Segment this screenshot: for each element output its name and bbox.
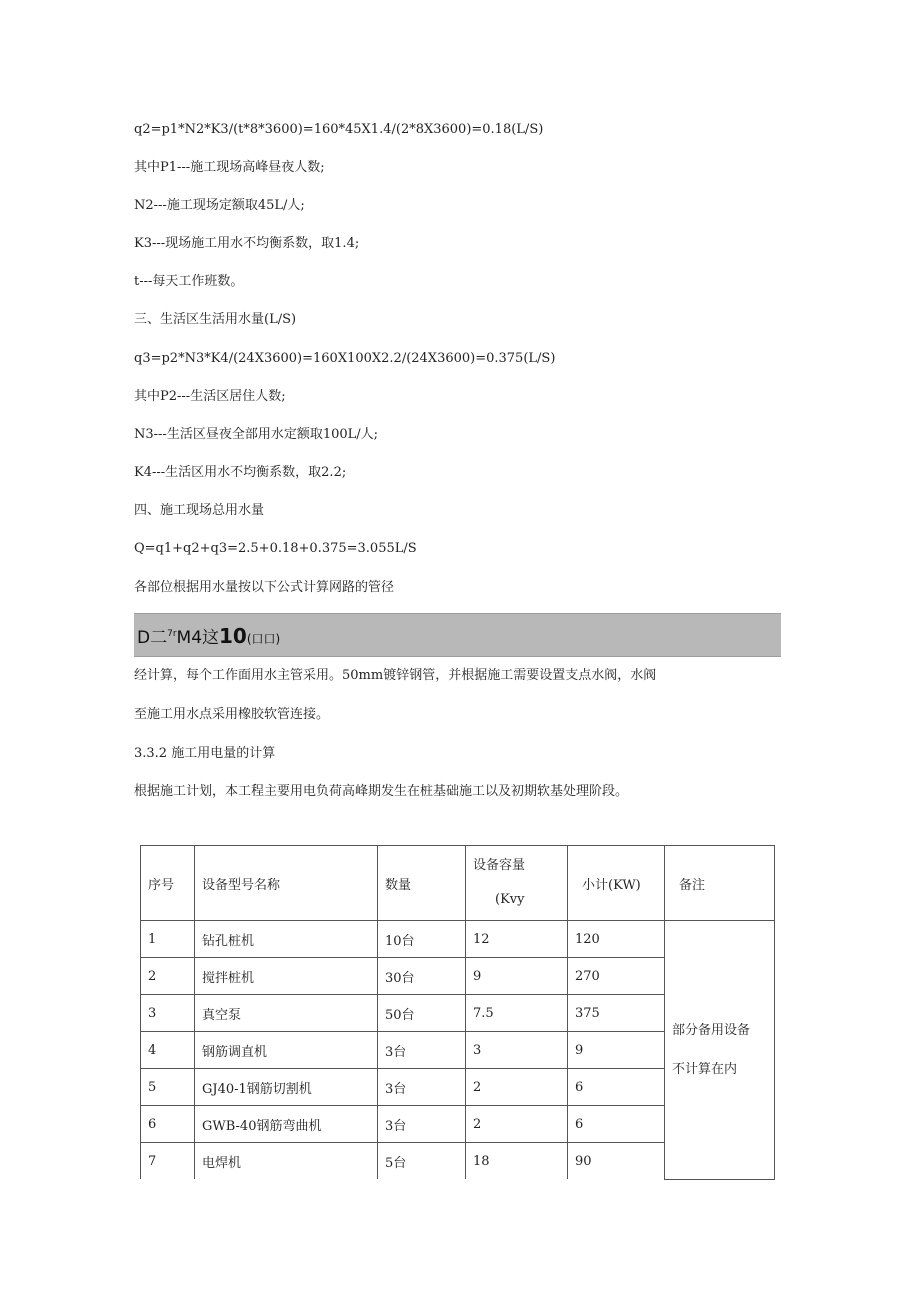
header-subtotal: 小计(KW)	[568, 846, 665, 921]
formula-number: 10	[219, 624, 247, 648]
equipment-table	[140, 845, 775, 1180]
header-qty: 数量	[378, 846, 466, 921]
header-capacity	[466, 846, 568, 921]
cell-subtotal: 6	[568, 1069, 665, 1106]
cell-capacity: 7.5	[466, 995, 568, 1032]
formula-q3: q3=p2*N3*K4/(24X3600)=160X100X2.2/(24X3600)=0.375(L/S)	[134, 351, 556, 366]
definition-k3: K3---现场施工用水不均衡系数，取1.4;	[134, 236, 360, 251]
cell-no: 3	[141, 995, 195, 1032]
header-name: 设备型号名称	[195, 846, 378, 921]
definition-k4: K4---生活区用水不均衡系数，取2.2;	[134, 465, 347, 480]
cell-name: 真空泵	[195, 995, 378, 1032]
cell-name: 搅拌桩机	[195, 958, 378, 995]
cell-capacity: 12	[466, 921, 568, 958]
power-intro: 根据施工计划，本工程主要用电负荷高峰期发生在桩基础施工以及初期软基处理阶段。	[134, 784, 629, 799]
cell-no: 2	[141, 958, 195, 995]
cell-capacity: 9	[466, 958, 568, 995]
cell-name: GWB-40钢筋弯曲机	[195, 1106, 378, 1143]
cell-qty: 5台	[378, 1143, 466, 1180]
cell-no: 4	[141, 1032, 195, 1069]
pipe-result-line-2: 至施工用水点采用橡胶软管连接。	[134, 707, 330, 722]
section-heading-3: 三、生活区生活用水量(L/S)	[134, 312, 297, 327]
formula-suffix: (口口)	[246, 632, 281, 646]
cell-qty: 3台	[378, 1032, 466, 1069]
section-heading-4: 四、施工现场总用水量	[134, 503, 265, 518]
table-row	[141, 921, 775, 958]
cell-no: 7	[141, 1143, 195, 1180]
table-header-row	[141, 846, 775, 921]
formula-middle: M4这	[176, 628, 220, 648]
cell-qty: 3台	[378, 1106, 466, 1143]
definition-p1: 其中P1---施工现场高峰昼夜人数;	[134, 160, 325, 175]
definition-n3: N3---生活区昼夜全部用水定额取100L/人;	[134, 427, 379, 442]
cell-subtotal: 120	[568, 921, 665, 958]
cell-capacity: 2	[466, 1106, 568, 1143]
formula-prefix: D二	[137, 628, 168, 648]
note-cell: 部分备用设备不计算在内	[665, 921, 775, 1180]
cell-qty: 10台	[378, 921, 466, 958]
cell-name: GJ40-1钢筋切割机	[195, 1069, 378, 1106]
cell-subtotal: 270	[568, 958, 665, 995]
formula-text	[137, 623, 280, 650]
cell-name: 电焊机	[195, 1143, 378, 1180]
definition-t: t---每天工作班数。	[134, 274, 244, 289]
cell-qty: 3台	[378, 1069, 466, 1106]
pipe-diameter-formula	[134, 613, 781, 657]
cell-subtotal: 6	[568, 1106, 665, 1143]
formula-q2: q2=p1*N2*K3/(t*8*3600)=160*45X1.4/(2*8X3600)=0.18(L/S)	[134, 122, 544, 137]
section-heading-332: 3.3.2 施工用电量的计算	[134, 746, 276, 761]
cell-no: 6	[141, 1106, 195, 1143]
cell-name: 钻孔桩机	[195, 921, 378, 958]
pipe-diameter-intro: 各部位根据用水量按以下公式计算网路的管径	[134, 580, 395, 595]
definition-n2: N2---施工现场定额取45L/人;	[134, 198, 305, 213]
header-no: 序号	[141, 846, 195, 921]
cell-subtotal: 375	[568, 995, 665, 1032]
definition-p2: 其中P2---生活区居住人数;	[134, 389, 286, 404]
cell-name: 钢筋调直机	[195, 1032, 378, 1069]
formula-superscript: 7r	[167, 629, 177, 639]
cell-subtotal: 9	[568, 1032, 665, 1069]
cell-capacity: 2	[466, 1069, 568, 1106]
cell-no: 1	[141, 921, 195, 958]
cell-qty: 30台	[378, 958, 466, 995]
cell-capacity: 3	[466, 1032, 568, 1069]
formula-total-q: Q=q1+q2+q3=2.5+0.18+0.375=3.055L/S	[134, 541, 417, 556]
header-note: 备注	[665, 846, 775, 921]
cell-qty: 50台	[378, 995, 466, 1032]
cell-subtotal: 90	[568, 1143, 665, 1180]
header-capacity-line2: (Kvy	[495, 892, 525, 907]
header-capacity-line1: 设备容量	[473, 858, 526, 873]
cell-no: 5	[141, 1069, 195, 1106]
pipe-result-line-1: 经计算，每个工作面用水主管采用。50mm镀锌钢管，并根据施工需要设置支点水阀，水阀	[134, 668, 657, 683]
cell-capacity: 18	[466, 1143, 568, 1180]
